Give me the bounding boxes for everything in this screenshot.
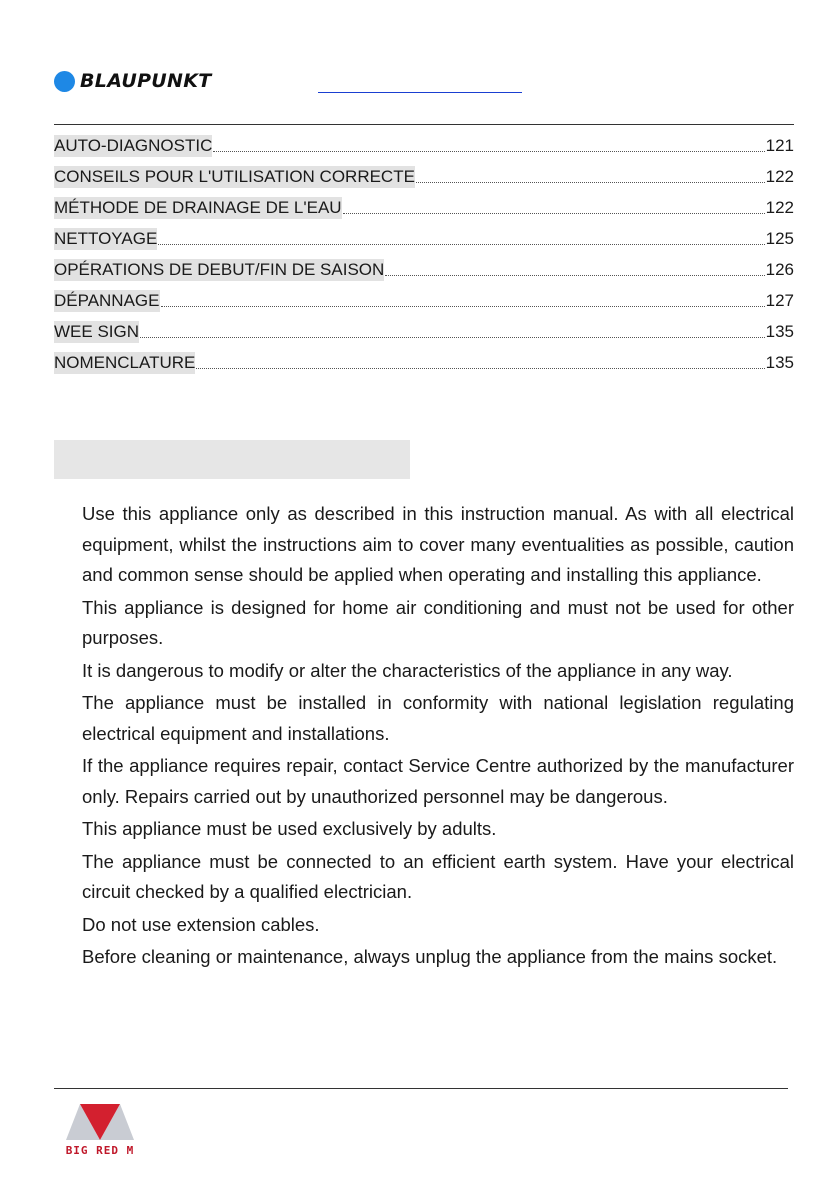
toc-entry-title: NETTOYAGE [54,229,158,248]
toc-entry-page: 122 [765,198,794,217]
toc-entry-title: WEE SIGN [54,322,140,341]
toc-dot-leader [140,336,765,338]
logo-text: BLAUPUNKT [80,70,212,92]
instruction-paragraph: Use this appliance only as described in this instruction manual. As with all electrical equipment, whilst the instructions aim to cover many eventualities as possible, caution and common sense should be applied when operating and installing this appliance. [82,503,794,585]
page-header [54,70,794,96]
toc-entry-title: AUTO-DIAGNOSTIC [54,136,213,155]
toc-dot-leader [158,243,764,245]
safety-instructions [82,499,794,975]
toc-dot-leader [416,181,765,183]
instruction-paragraph: This appliance must be used exclusively by adults. [82,818,497,839]
section-heading-bar [54,440,410,479]
toc-entry[interactable] [54,312,794,343]
footer-divider [54,1088,788,1089]
toc-entry[interactable] [54,219,794,250]
toc-entry-page: 125 [765,229,794,248]
toc-entry-page: 135 [765,353,794,372]
instruction-paragraph: If the appliance requires repair, contact Service Centre authorized by the manufacturer only. Repairs carried out by unauthorized personnel may be dangerous. [82,755,794,807]
instruction-paragraph: It is dangerous to modify or alter the characteristics of the appliance in any way. [82,659,733,681]
toc-entry[interactable] [54,281,794,312]
toc-dot-leader [161,305,765,307]
toc-entry-page: 121 [765,136,794,155]
instruction-paragraph: Before cleaning or maintenance, always unplug the appliance from the mains socket. [82,946,778,967]
blaupunkt-logo [54,70,212,92]
toc-entry[interactable] [54,157,794,188]
toc-dot-leader [385,274,764,276]
logo-dot-icon [54,71,75,92]
toc-entry-title: OPÉRATIONS DE DEBUT/FIN DE SAISON [54,260,385,279]
toc-entry-page: 127 [765,291,794,310]
instruction-paragraph: The appliance must be connected to an efficient earth system. Have your electrical circuit checked by a qualified electrician. [82,850,794,902]
instruction-paragraph: The appliance must be installed in conformity with national legislation regulating electrical equipment and installations. [82,692,794,744]
instruction-paragraph: This appliance is designed for home air conditioning and must not be used for other purposes. [82,596,794,648]
toc-entry[interactable] [54,250,794,281]
toc-entry-page: 122 [765,167,794,186]
toc-entry[interactable] [54,126,794,157]
toc-entry-title: CONSEILS POUR L'UTILISATION CORRECTE [54,167,415,186]
toc-entry-title: DÉPANNAGE [54,291,160,310]
table-of-contents [54,126,794,374]
toc-entry-title: NOMENCLATURE [54,353,196,372]
toc-entry[interactable] [54,188,794,219]
toc-entry[interactable] [54,343,794,374]
toc-top-divider [54,124,794,125]
toc-entry-page: 126 [765,260,794,279]
header-link-underline [318,92,522,93]
instruction-paragraph: Do not use extension cables. [82,913,320,935]
toc-dot-leader [213,150,764,152]
toc-entry-page: 135 [765,322,794,341]
brand-label: BIG RED M [65,1144,135,1157]
toc-dot-leader [196,367,764,369]
toc-dot-leader [343,212,765,214]
toc-entry-title: MÉTHODE DE DRAINAGE DE L'EAU [54,198,342,217]
